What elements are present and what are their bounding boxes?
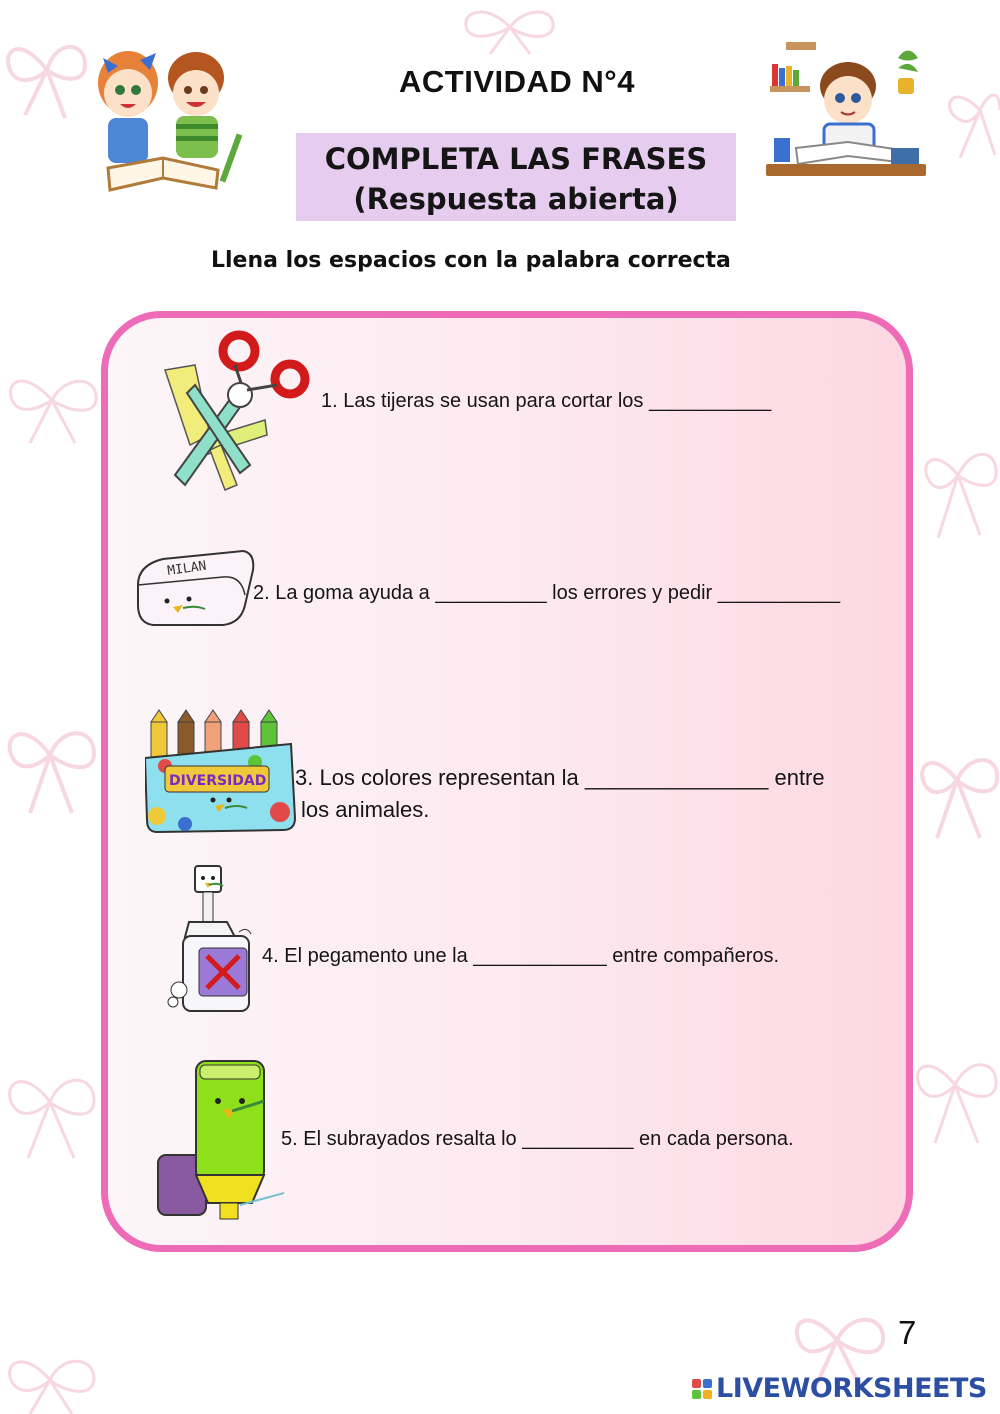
liveworksheets-mark-icon <box>692 1379 712 1399</box>
bow-icon <box>915 740 1000 840</box>
glue-icon <box>165 862 257 1017</box>
bow-icon <box>0 715 100 815</box>
instruction-text: Llena los espacios con la palabra correcta <box>211 248 731 273</box>
highlighter-icon <box>152 1055 290 1225</box>
kids-reading-illustration <box>78 38 248 198</box>
section-heading-line1: COMPLETA LAS FRASES <box>324 142 708 176</box>
question-3-line1: 3. Los colores representan la _______________ entre <box>295 765 825 790</box>
question-2: 2. La goma ayuda a __________ los errores y pedir ___________ <box>253 582 841 604</box>
section-heading-line2: (Respuesta abierta) <box>353 182 679 216</box>
bow-icon <box>910 1045 1000 1145</box>
liveworksheets-logo <box>692 1373 987 1404</box>
section-heading-box <box>296 133 736 221</box>
crayon-box-label: DIVERSIDAD <box>169 773 267 789</box>
crayons-icon <box>145 708 297 836</box>
question-5: 5. El subrayados resalta lo __________ en cada persona. <box>281 1128 794 1150</box>
bow-icon <box>0 1060 100 1160</box>
question-3 <box>295 762 825 826</box>
boy-studying-illustration <box>766 38 926 188</box>
question-1: 1. Las tijeras se usan para cortar los ___________ <box>321 390 772 412</box>
question-4: 4. El pegamento une la ____________ entre compañeros. <box>262 945 780 967</box>
activity-title: ACTIVIDAD N°4 <box>399 64 635 99</box>
eraser-icon <box>133 545 258 630</box>
scissors-icon <box>155 325 310 495</box>
page-number: 7 <box>898 1314 917 1351</box>
question-3-line2: los animales. <box>301 797 430 822</box>
bow-icon <box>0 365 105 445</box>
brand-name: LIVEWORKSHEETS <box>716 1373 987 1404</box>
bow-icon <box>455 2 565 57</box>
bow-icon <box>918 420 1000 540</box>
eraser-brand: MILAN <box>166 558 208 579</box>
bow-icon <box>0 1350 100 1414</box>
